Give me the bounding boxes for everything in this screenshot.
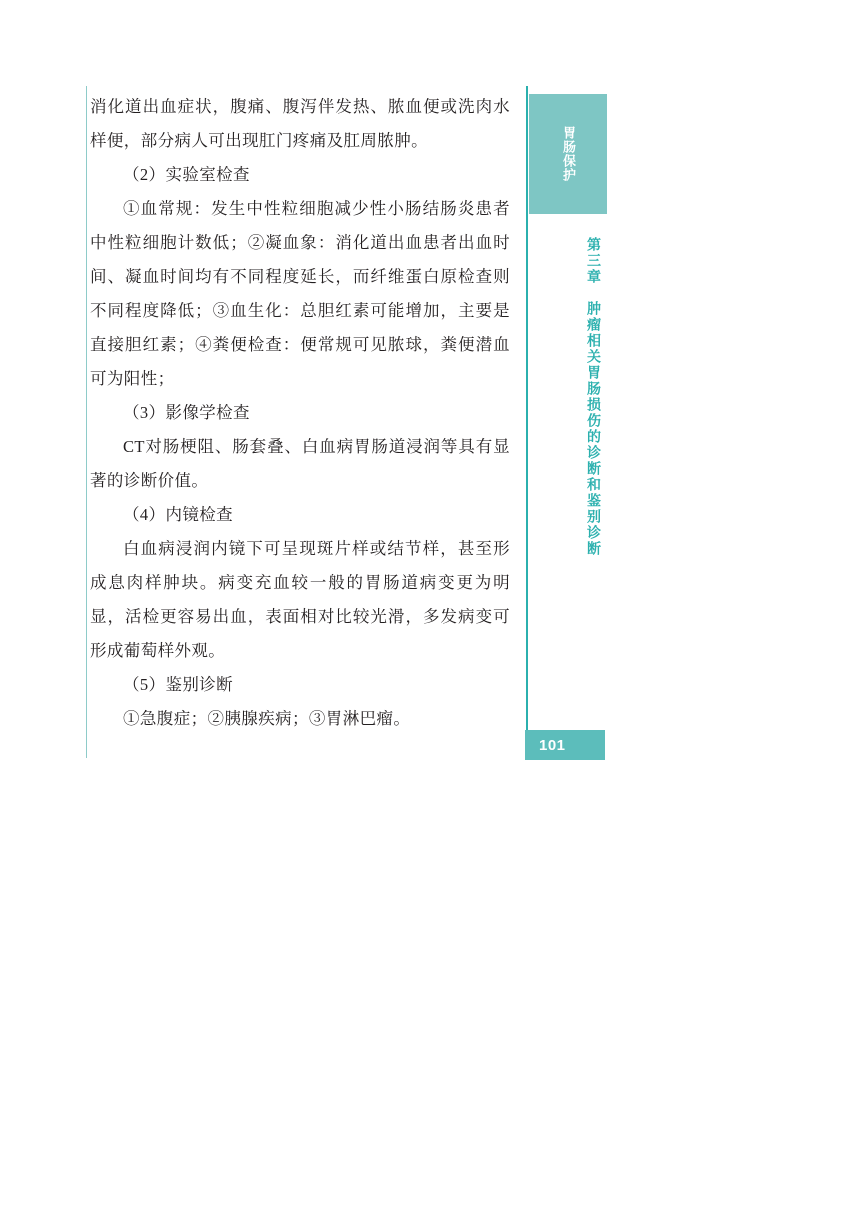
- paragraph: CT对肠梗阻、肠套叠、白血病胃肠道浸润等具有显著的诊断价值。: [90, 437, 510, 490]
- page-number: 101: [525, 730, 605, 760]
- body-text-column: [90, 90, 510, 736]
- paragraph: （5）鉴别诊断: [123, 675, 234, 694]
- paragraph: （2）实验室检查: [123, 165, 250, 184]
- paragraph: 消化道出血症状，腹痛、腹泻伴发热、脓血便或洗肉水样便，部分病人可出现肛门疼痛及肛周脓肿。: [90, 97, 510, 150]
- chapter-vertical-title: 第三章 肿瘤相关胃肠损伤的诊断和鉴别诊断: [586, 237, 602, 557]
- column-divider-rule: [526, 86, 528, 758]
- paragraph: （4）内镜检查: [123, 505, 234, 524]
- left-margin-rule: [86, 86, 87, 758]
- side-tab-label: 胃肠保护: [561, 126, 576, 182]
- paragraph: ①血常规：发生中性粒细胞减少性小肠结肠炎患者中性粒细胞计数低；②凝血象：消化道出血患者出血时间、凝血时间均有不同程度延长，而纤维蛋白原检查则不同程度降低；③血生化：总胆红素可能增加，主要是直接胆红素；④粪便检查：便常规可见脓球，粪便潜血可为阳性；: [90, 199, 510, 388]
- side-tab-block: [529, 94, 607, 214]
- paragraph: 白血病浸润内镜下可呈现斑片样或结节样，甚至形成息肉样肿块。病变充血较一般的胃肠道病变更为明显，活检更容易出血，表面相对比较光滑，多发病变可形成葡萄样外观。: [90, 539, 510, 660]
- paragraph: ①急腹症；②胰腺疾病；③胃淋巴瘤。: [123, 709, 411, 728]
- paragraph: （3）影像学检查: [123, 403, 250, 422]
